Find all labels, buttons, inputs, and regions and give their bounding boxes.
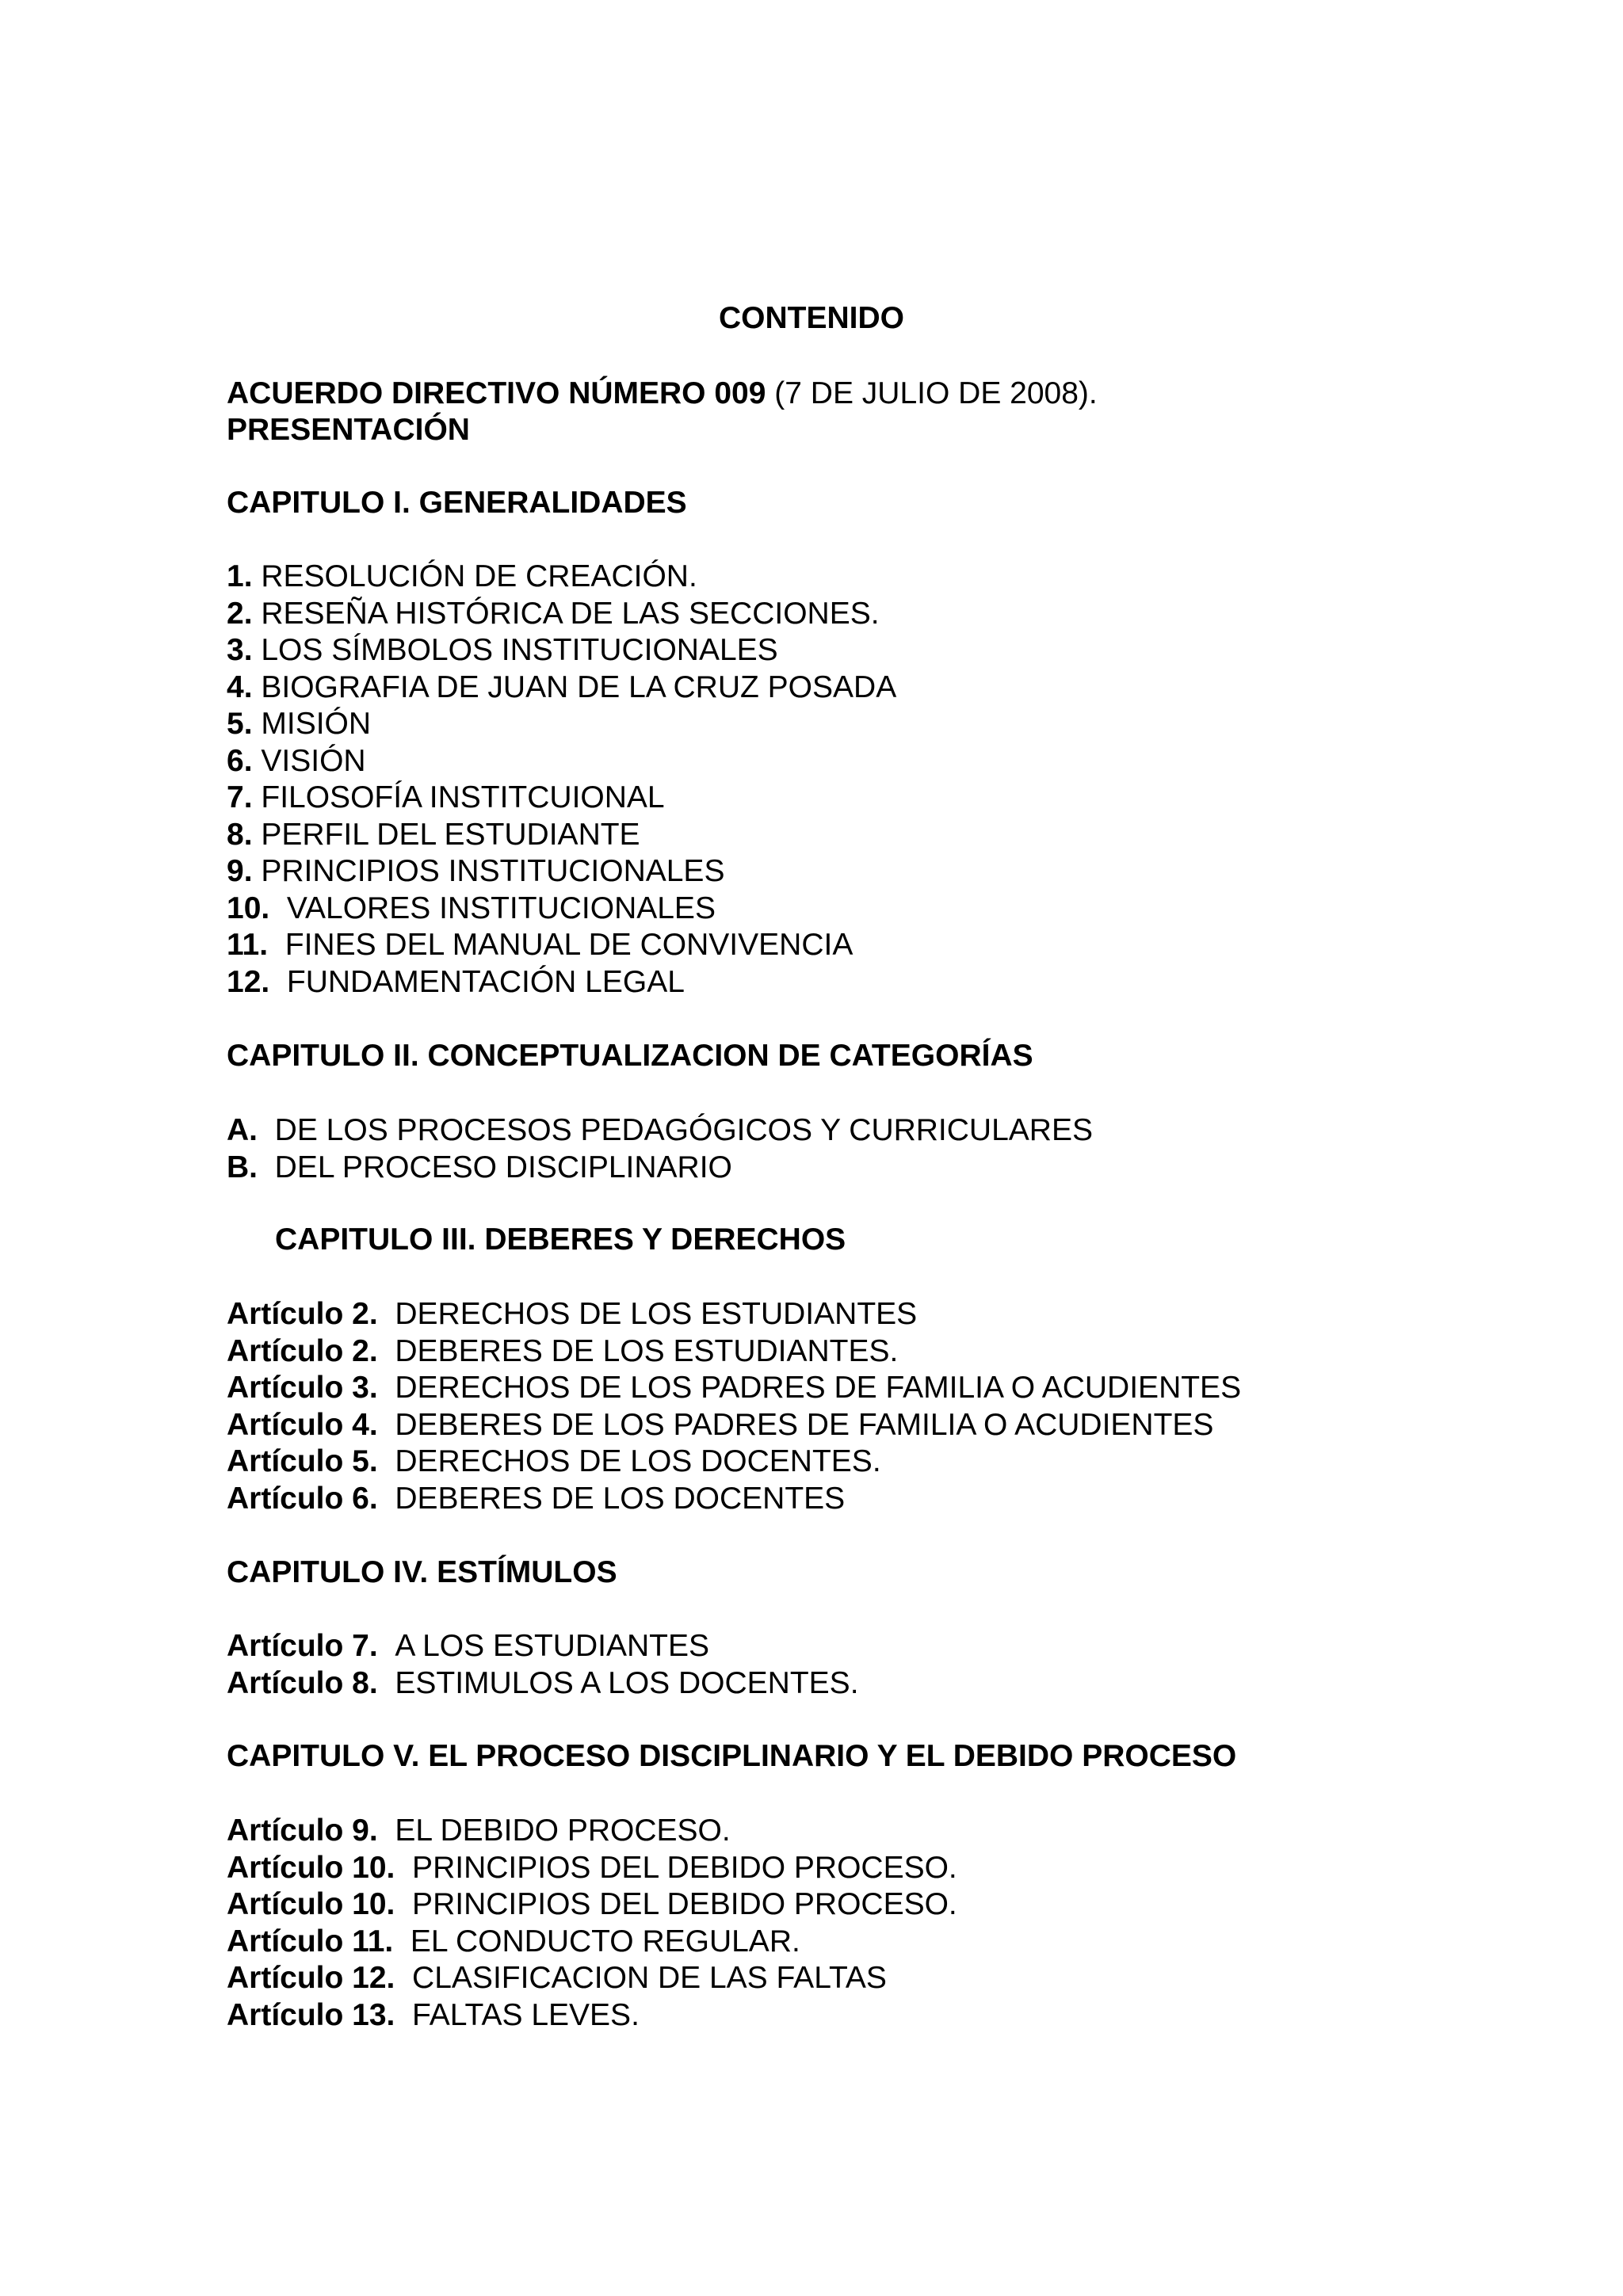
toc-entry: [227, 596, 880, 632]
toc-entry-text: LOS SÍMBOLOS INSTITUCIONALES: [252, 633, 778, 667]
acuerdo-date: (7 DE JULIO DE 2008).: [766, 376, 1098, 410]
toc-entry: [227, 1628, 709, 1665]
acuerdo-bold: ACUERDO DIRECTIVO NÚMERO 009: [227, 376, 766, 410]
toc-entry-text: BIOGRAFIA DE JUAN DE LA CRUZ POSADA: [252, 669, 897, 704]
toc-entry-number: 8.: [227, 817, 253, 852]
toc-entry-number: 12.: [227, 964, 270, 999]
toc-entry-text: PRINCIPIOS DEL DEBIDO PROCESO.: [395, 1887, 957, 1921]
toc-entry: [227, 817, 640, 853]
toc-entry-text: PERFIL DEL ESTUDIANTE: [252, 817, 640, 852]
toc-entry-number: Artículo 11.: [227, 1924, 394, 1958]
toc-entry-number: A.: [227, 1113, 258, 1147]
toc-entry-text: DERECHOS DE LOS PADRES DE FAMILIA O ACUDIENTES: [377, 1371, 1242, 1405]
toc-entry: [227, 1370, 1241, 1406]
toc-entry: [227, 927, 853, 963]
toc-entry-number: Artículo 10.: [227, 1887, 395, 1921]
chapter-2-heading: CAPITULO II. CONCEPTUALIZACION DE CATEGORÍAS: [227, 1039, 1033, 1073]
toc-entry-text: DERECHOS DE LOS DOCENTES.: [377, 1444, 881, 1478]
toc-entry-number: B.: [227, 1150, 258, 1184]
toc-entry: [227, 1924, 800, 1960]
toc-entry-text: A LOS ESTUDIANTES: [377, 1629, 709, 1663]
toc-entry: [227, 1333, 898, 1370]
toc-entry: [227, 632, 778, 669]
toc-entry: [227, 1407, 1213, 1444]
toc-entry-number: 6.: [227, 743, 253, 778]
toc-entry: [227, 1813, 731, 1849]
toc-entry-number: Artículo 3.: [227, 1371, 378, 1405]
toc-entry-text: FINES DEL MANUAL DE CONVIVENCIA: [268, 928, 854, 962]
toc-entry-text: EL DEBIDO PROCESO.: [377, 1814, 731, 1848]
toc-entry-text: PRINCIPIOS INSTITUCIONALES: [252, 854, 725, 888]
toc-entry: [227, 1150, 732, 1186]
toc-entry-number: 2.: [227, 596, 253, 631]
toc-entry-number: 7.: [227, 780, 253, 814]
toc-entry-number: 4.: [227, 669, 253, 704]
toc-entry-text: PRINCIPIOS DEL DEBIDO PROCESO.: [395, 1850, 957, 1885]
toc-entry: [227, 1296, 917, 1333]
toc-entry: [227, 1850, 957, 1886]
toc-entry: [227, 1997, 640, 2034]
toc-entry-text: DEBERES DE LOS PADRES DE FAMILIA O ACUDIENTES: [377, 1407, 1214, 1442]
chapter-5-heading: CAPITULO V. EL PROCESO DISCIPLINARIO Y EL DEBIDO PROCESO: [227, 1739, 1237, 1773]
toc-entry-number: Artículo 10.: [227, 1850, 395, 1885]
acuerdo-line: [227, 376, 1098, 412]
toc-entry-number: Artículo 8.: [227, 1665, 378, 1700]
toc-entry-number: 1.: [227, 559, 253, 593]
toc-entry-text: DERECHOS DE LOS ESTUDIANTES: [377, 1297, 918, 1331]
toc-entry: [227, 1886, 957, 1923]
toc-entry-number: Artículo 12.: [227, 1961, 395, 1995]
toc-entry-text: VALORES INSTITUCIONALES: [269, 891, 716, 925]
toc-entry-number: Artículo 4.: [227, 1407, 378, 1442]
toc-entry-text: ESTIMULOS A LOS DOCENTES.: [377, 1665, 859, 1700]
toc-entry-text: FALTAS LEVES.: [395, 1997, 640, 2032]
toc-entry-number: Artículo 9.: [227, 1814, 378, 1848]
toc-entry-number: Artículo 2.: [227, 1333, 378, 1368]
toc-entry: [227, 669, 896, 706]
toc-entry-number: Artículo 2.: [227, 1297, 378, 1331]
toc-entry-text: RESOLUCIÓN DE CREACIÓN.: [252, 559, 697, 593]
toc-entry-number: 5.: [227, 707, 253, 741]
toc-entry: [227, 1444, 881, 1480]
toc-entry-text: DEBERES DE LOS ESTUDIANTES.: [377, 1333, 899, 1368]
toc-entry-text: DE LOS PROCESOS PEDAGÓGICOS Y CURRICULARES: [258, 1113, 1093, 1147]
toc-entry-text: RESEÑA HISTÓRICA DE LAS SECCIONES.: [252, 596, 880, 631]
toc-entry: [227, 853, 724, 890]
toc-entry: [227, 1481, 845, 1517]
toc-entry-text: DEBERES DE LOS DOCENTES: [377, 1481, 846, 1516]
toc-entry: [227, 1960, 887, 1997]
toc-entry: [227, 559, 697, 595]
toc-entry-text: MISIÓN: [252, 707, 372, 741]
toc-entry-number: Artículo 7.: [227, 1629, 378, 1663]
toc-entry: [227, 743, 366, 780]
toc-entry-number: Artículo 13.: [227, 1997, 395, 2032]
chapter-3-heading: CAPITULO III. DEBERES Y DERECHOS: [275, 1222, 846, 1257]
toc-entry-number: 9.: [227, 854, 253, 888]
toc-entry: [227, 1112, 1093, 1149]
toc-entry-number: Artículo 6.: [227, 1481, 378, 1516]
presentacion-heading: PRESENTACIÓN: [227, 413, 470, 447]
toc-entry-number: 10.: [227, 891, 270, 925]
toc-entry-number: 11.: [227, 928, 269, 962]
toc-entry: [227, 780, 665, 816]
toc-entry: [227, 964, 685, 1001]
toc-entry: [227, 891, 716, 927]
toc-entry: [227, 706, 371, 742]
toc-entry-text: VISIÓN: [252, 743, 366, 778]
toc-entry-text: FILOSOFÍA INSTITCUIONAL: [252, 780, 665, 814]
toc-entry-number: 3.: [227, 633, 253, 667]
toc-entry-text: CLASIFICACION DE LAS FALTAS: [395, 1961, 887, 1995]
chapter-1-heading: CAPITULO I. GENERALIDADES: [227, 486, 687, 520]
toc-entry: [227, 1665, 859, 1702]
toc-entry-text: FUNDAMENTACIÓN LEGAL: [269, 964, 685, 999]
toc-entry-number: Artículo 5.: [227, 1444, 378, 1478]
page-title: CONTENIDO: [719, 301, 904, 335]
toc-entry-text: DEL PROCESO DISCIPLINARIO: [258, 1150, 732, 1184]
chapter-4-heading: CAPITULO IV. ESTÍMULOS: [227, 1555, 617, 1589]
toc-entry-text: EL CONDUCTO REGULAR.: [393, 1924, 800, 1958]
